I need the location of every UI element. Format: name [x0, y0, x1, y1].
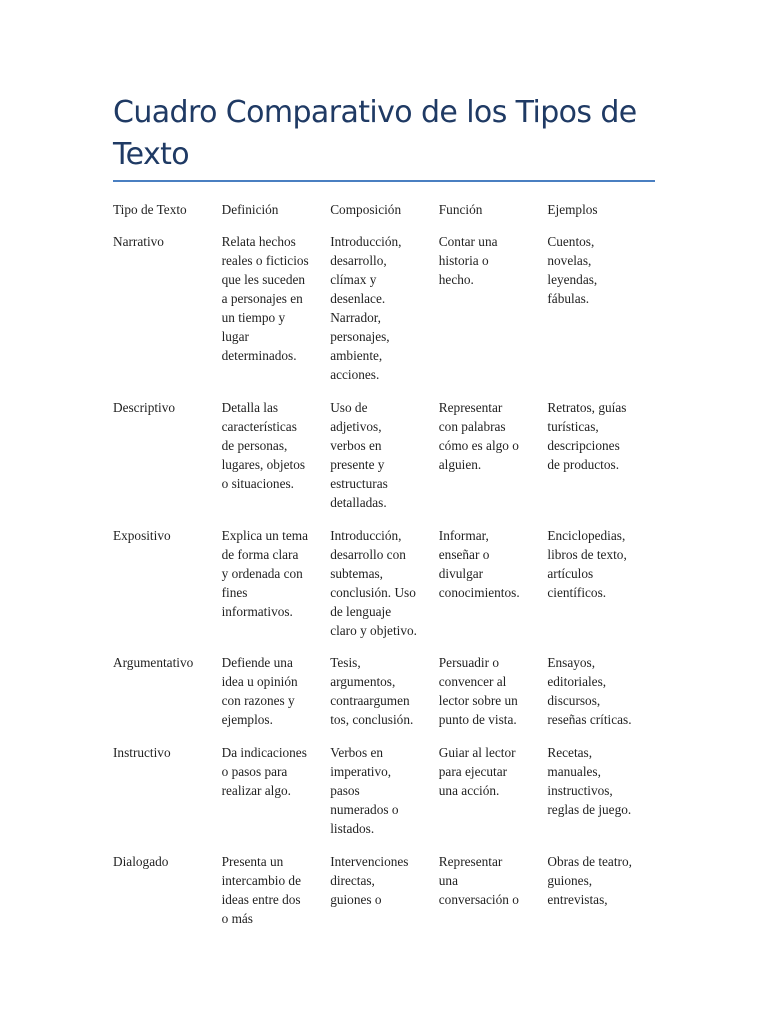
- table-cell: Retratos, guías turísticas, descripciones de productos.: [547, 400, 627, 472]
- header-cell: Ejemplos: [547, 202, 598, 217]
- table-cell: Relata hechos reales o ficticios que les suceden a personajes en un tiempo y lugar determinados.: [221, 234, 309, 363]
- title-underline: [113, 180, 655, 182]
- table-cell: Ensayos, editoriales, discursos, reseñas críticas.: [547, 655, 632, 727]
- table-cell: Informar, enseñar o divulgar conocimientos.: [438, 528, 520, 600]
- table-cell: Contar una historia o hecho.: [438, 234, 498, 287]
- table-row: [113, 743, 658, 852]
- table-cell: Descriptivo: [113, 400, 176, 415]
- title-line-2: Texto: [113, 137, 190, 172]
- table-cell: Uso de adjetivos, verbos en presente y estructuras detalladas.: [330, 400, 388, 510]
- table-cell: Persuadir o convencer al lector sobre un punto de vista.: [438, 655, 518, 727]
- table-row: [113, 232, 658, 398]
- table-cell: Enciclopedias, libros de texto, artículos científicos.: [547, 528, 627, 600]
- table-cell: Detalla las características de personas, lugares, objetos o situaciones.: [221, 400, 306, 491]
- table-cell: Defiende una idea u opinión con razones y ejemplos.: [221, 655, 298, 727]
- table-cell: Representar con palabras cómo es algo o alguien.: [438, 400, 519, 472]
- table-cell: Argumentativo: [113, 655, 194, 670]
- table-cell: Narrativo: [113, 234, 164, 249]
- document-title: [113, 92, 673, 176]
- table-cell: Dialogado: [113, 854, 169, 869]
- table-row: [113, 653, 658, 743]
- table-cell: Verbos en imperativo, pasos numerados o listados.: [330, 745, 399, 836]
- table-cell: Intervenciones directas, guiones o: [330, 854, 409, 907]
- header-cell: Composición: [330, 202, 402, 217]
- table-cell: Cuentos, novelas, leyendas, fábulas.: [547, 234, 598, 306]
- table-row: [113, 852, 658, 928]
- title-line-1: Cuadro Comparativo de los Tipos de: [113, 95, 637, 130]
- table-cell: Recetas, manuales, instructivos, reglas de juego.: [547, 745, 632, 817]
- header-cell: Definición: [221, 202, 279, 217]
- table-cell: Introducción, desarrollo con subtemas, conclusión. Uso de lenguaje claro y objetivo.: [330, 528, 417, 638]
- table-cell: Presenta un intercambio de ideas entre dos o más: [221, 854, 301, 926]
- table-cell: Representar una conversación o: [438, 854, 519, 907]
- table-row: [113, 398, 658, 526]
- header-cell: Función: [438, 202, 483, 217]
- table-header-row: [113, 200, 658, 232]
- table-cell: Da indicaciones o pasos para realizar algo.: [221, 745, 307, 798]
- table-cell: Obras de teatro, guiones, entrevistas,: [547, 854, 632, 907]
- table-cell: Expositivo: [113, 528, 171, 543]
- header-cell: Tipo de Texto: [113, 202, 187, 217]
- table-cell: Introducción, desarrollo, clímax y desenlace. Narrador, personajes, ambiente, acciones.: [330, 234, 402, 382]
- table-cell: Instructivo: [113, 745, 171, 760]
- table-row: [113, 526, 658, 653]
- table-cell: Explica un tema de forma clara y ordenada con fines informativos.: [221, 528, 308, 619]
- table-cell: Tesis, argumentos, contraargumen tos, conclusión.: [330, 655, 414, 727]
- comparison-table: [113, 200, 658, 928]
- table-cell: Guiar al lector para ejecutar una acción.: [438, 745, 516, 798]
